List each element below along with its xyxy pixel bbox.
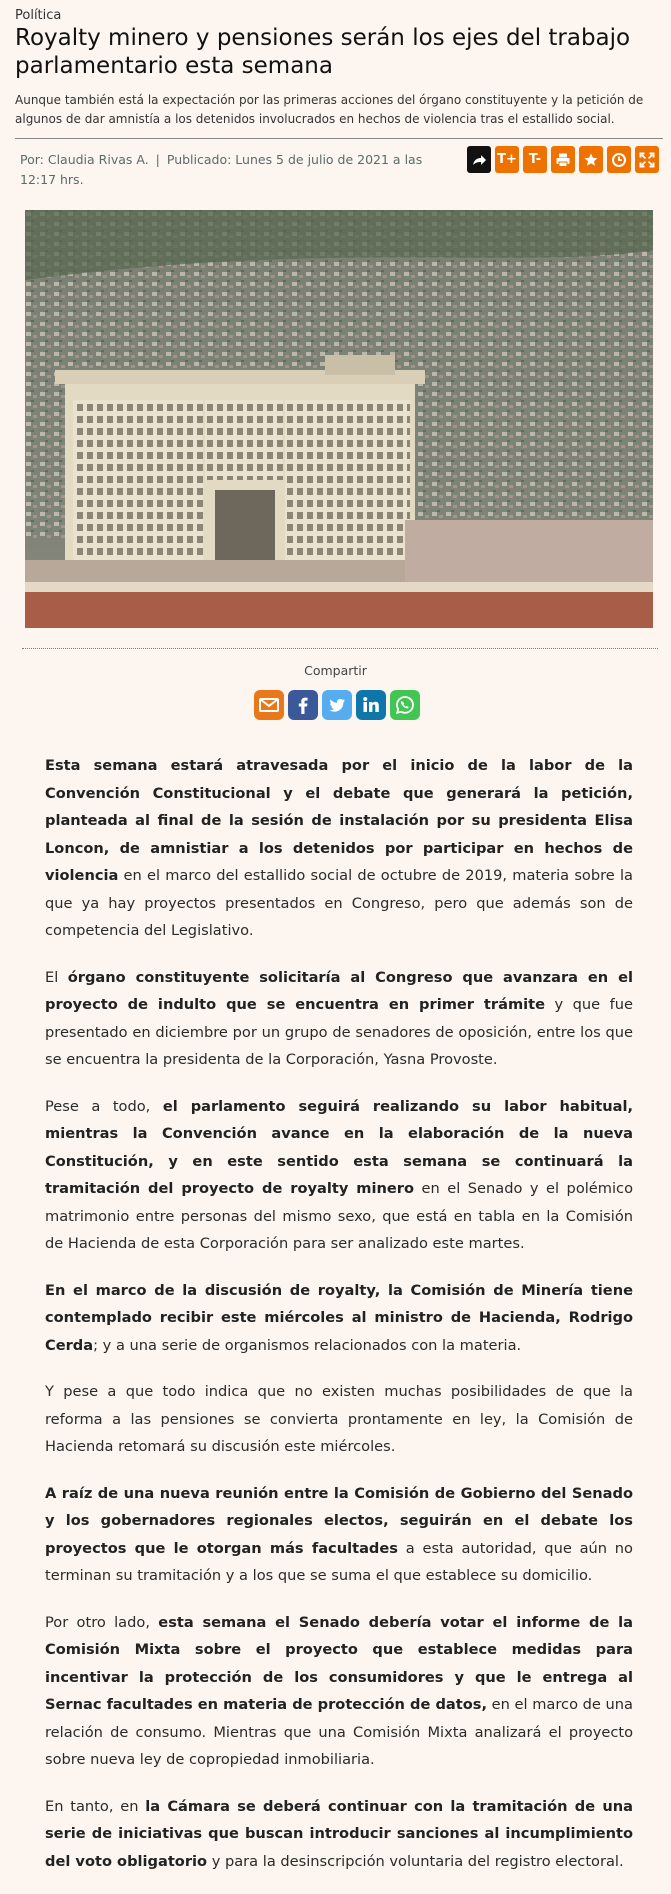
share-email-button[interactable] bbox=[254, 690, 284, 720]
facebook-icon bbox=[292, 694, 314, 716]
text-run: y para la desinscripción voluntaria del registro electoral. bbox=[207, 1852, 624, 1870]
print-icon bbox=[555, 152, 571, 168]
text-run: El bbox=[45, 968, 68, 986]
byline-separator: | bbox=[155, 152, 160, 167]
bold-text: A raíz de una nueva reunión entre la Comisión de Gobierno del Senado y los gobernadores regionales electos, seguirán en el debate los proyectos que le otorgan más facultades bbox=[45, 1484, 633, 1557]
body-paragraph bbox=[45, 1277, 633, 1360]
header-divider bbox=[15, 138, 663, 139]
bold-text: órgano constituyente solicitaría al Congreso que avanzara en el proyecto de indulto que se encuentra en primer trámite bbox=[45, 968, 633, 1013]
byline bbox=[20, 150, 440, 190]
body-paragraph bbox=[45, 1093, 633, 1258]
bold-text: Esta semana estará atravesada por el inicio de la labor de la Convención Constitucional y el debate que generará la petición, planteada al final de la sesión de instalación por su presidenta Elisa Loncon, de amnistiar a los detenidos por participar en hechos de violencia bbox=[45, 757, 633, 884]
author: Por: Claudia Rivas A. bbox=[20, 152, 149, 167]
share-buttons bbox=[254, 690, 420, 720]
text-run: ; y a una serie de organismos relacionados con la materia. bbox=[93, 1336, 522, 1354]
text-run: a esta autoridad, que aún no terminan su tramitación y a los que se suma el que establece su domicilio. bbox=[45, 1539, 633, 1584]
twitter-icon bbox=[326, 694, 348, 716]
article-photo bbox=[25, 210, 653, 628]
share-twitter-button[interactable] bbox=[322, 690, 352, 720]
whatsapp-icon bbox=[394, 694, 416, 716]
headline: Royalty minero y pensiones serán los ejes del trabajo parlamentario esta semana bbox=[15, 25, 631, 79]
section-label[interactable]: Política bbox=[15, 8, 62, 23]
share-whatsapp-button[interactable] bbox=[390, 690, 420, 720]
share-arrow-button[interactable] bbox=[467, 146, 491, 173]
text-run: Y pese a que todo indica que no existen muchas posibilidades de que la reforma a las pensiones se convierta prontamente en ley, la Comisión de Hacienda retomará su discusión este miércoles. bbox=[45, 1383, 633, 1455]
article-body bbox=[45, 752, 633, 1894]
lead-paragraph: Aunque también está la expectación por las primeras acciones del órgano constituyente y la petición de algunos de dar amnistía a los detenidos involucrados en hechos de violencia tras el estallido social. bbox=[15, 93, 644, 126]
text-run: Por otro lado, bbox=[45, 1613, 159, 1631]
article-toolbar bbox=[467, 146, 659, 173]
bold-text: En el marco de la discusión de royalty, la Comisión de Minería tiene contemplado recibir este miércoles al ministro de Hacienda, Rodrigo Cerda bbox=[45, 1281, 633, 1354]
fullscreen-icon bbox=[639, 152, 655, 168]
body-paragraph bbox=[45, 1793, 633, 1876]
bold-text: la Cámara se deberá continuar con la tramitación de una serie de iniciativas que buscan introducir sanciones al incumplimiento del voto obligatorio bbox=[45, 1797, 633, 1870]
favorite-button[interactable] bbox=[579, 146, 603, 173]
text-decrease-icon: T- bbox=[528, 152, 542, 167]
share-facebook-button[interactable] bbox=[288, 690, 318, 720]
bold-text: esta semana el Senado debería votar el informe de la Comisión Mixta sobre el proyecto que establece medidas para incentivar la protección de los consumidores y que le entrega al Sernac facultades en materia de protección de datos, bbox=[45, 1613, 633, 1713]
text-decrease-button[interactable] bbox=[523, 146, 547, 173]
share-divider bbox=[22, 648, 658, 649]
share-linkedin-button[interactable] bbox=[356, 690, 386, 720]
email-icon bbox=[258, 694, 280, 716]
history-button[interactable] bbox=[607, 146, 631, 173]
text-run: en el marco del estallido social de octubre de 2019, materia sobre la que ya hay proyectos presentados en Congreso, pero que además son de competencia del Legislativo. bbox=[45, 867, 633, 939]
star-icon bbox=[583, 152, 599, 168]
body-paragraph bbox=[45, 752, 633, 945]
body-paragraph bbox=[45, 964, 633, 1074]
linkedin-icon bbox=[360, 694, 382, 716]
text-increase-icon: T+ bbox=[497, 152, 517, 167]
text-run: y que fue presentado en diciembre por un grupo de senadores de oposición, entre los que se encuentra la presidenta de la Corporación, Yasna Provoste. bbox=[45, 996, 634, 1068]
body-paragraph bbox=[45, 1480, 633, 1590]
share-arrow-icon bbox=[471, 152, 487, 168]
print-button[interactable] bbox=[551, 146, 575, 173]
clock-icon bbox=[611, 152, 627, 168]
share-label: Compartir bbox=[304, 663, 367, 678]
text-increase-button[interactable] bbox=[495, 146, 519, 173]
congress-building-photo bbox=[25, 210, 653, 628]
text-run: en el marco de una relación de consumo. Mientras que una Comisión Mixta analizará el proyecto sobre nueva ley de copropiedad inmobiliaria. bbox=[45, 1696, 633, 1768]
bold-text: el parlamento seguirá realizando su labor habitual, mientras la Convención avance en la elaboración de la nueva Constitución, y en este sentido esta semana se continuará la tramitación del proyecto de royalty minero bbox=[45, 1097, 633, 1197]
publish-date: Publicado: Lunes 5 de julio de 2021 a las 12:17 hrs. bbox=[20, 152, 423, 187]
body-paragraph bbox=[45, 1609, 633, 1774]
text-run: en el Senado y el polémico matrimonio entre personas del mismo sexo, que está en tabla en la Comisión de Hacienda de esta Corporación para ser analizado este martes. bbox=[45, 1180, 634, 1252]
fullscreen-button[interactable] bbox=[635, 146, 659, 173]
text-run: En tanto, en bbox=[45, 1797, 146, 1815]
body-paragraph bbox=[45, 1378, 633, 1461]
text-run: Pese a todo, bbox=[45, 1097, 163, 1115]
